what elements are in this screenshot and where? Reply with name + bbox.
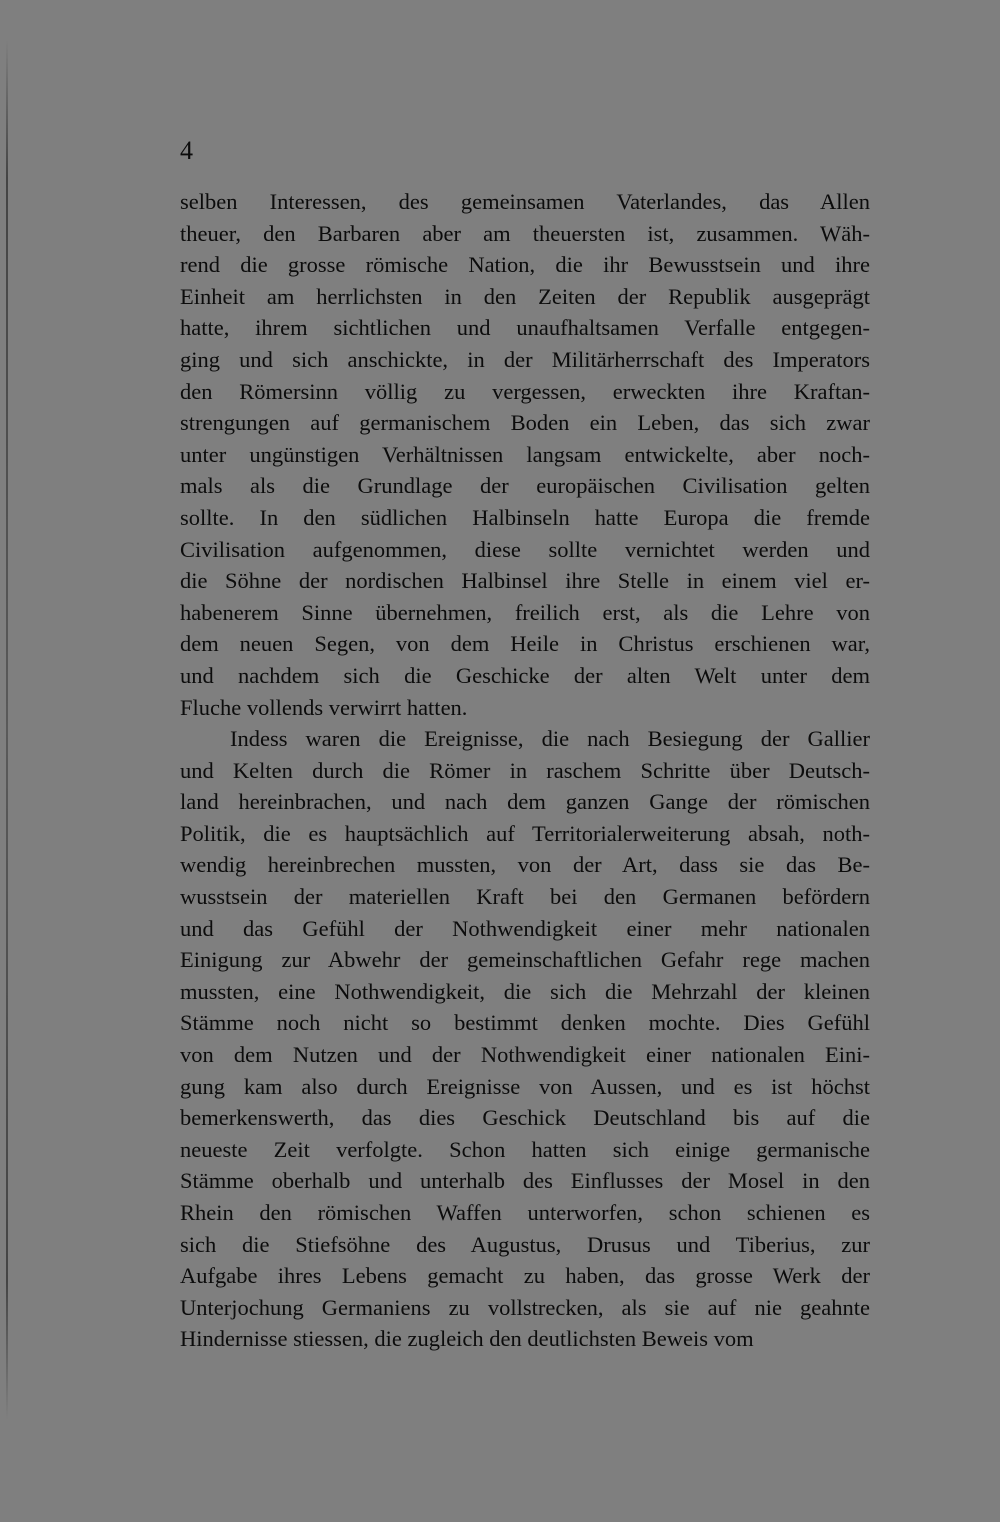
text-line: sollte. In den südlichen Halbinseln hatte Europa die fremde xyxy=(180,504,870,530)
text-line: mussten, eine Nothwendigkeit, die sich die Mehrzahl der kleinen xyxy=(180,978,870,1004)
scan-edge-shadow xyxy=(6,40,8,1420)
text-line: wendig hereinbrechen mussten, von der Art, dass sie das Be- xyxy=(180,852,870,878)
text-line: gung kam also durch Ereignisse von Aussen, und es ist höchst xyxy=(180,1073,870,1099)
text-line: ging und sich anschickte, in der Militärherrschaft des Imperators xyxy=(180,346,870,372)
text-line: dem neuen Segen, von dem Heile in Christus erschienen war, xyxy=(180,631,870,657)
text-line: unter ungünstigen Verhältnissen langsam entwickelte, aber noch- xyxy=(180,441,870,467)
text-line: bemerkenswerth, das dies Geschick Deutschland bis auf die xyxy=(180,1105,870,1131)
text-line: Civilisation aufgenommen, diese sollte vernichtet werden und xyxy=(180,536,870,562)
text-line: Einigung zur Abwehr der gemeinschaftlichen Gefahr rege machen xyxy=(180,947,870,973)
text-line: Stämme noch nicht so bestimmt denken mochte. Dies Gefühl xyxy=(180,1010,870,1036)
text-line: den Römersinn völlig zu vergessen, erweckten ihre Kraftan- xyxy=(180,378,870,404)
text-line: selben Interessen, des gemeinsamen Vaterlandes, das Allen xyxy=(180,189,870,214)
text-line: rend die grosse römische Nation, die ihr Bewusstsein und ihre xyxy=(180,252,870,278)
text-line: Hindernisse stiessen, die zugleich den deutlichsten Beweis vom xyxy=(180,1326,754,1352)
page-number: 4 xyxy=(180,136,193,165)
text-line: Einheit am herrlichsten in den Zeiten der Republik ausgeprägt xyxy=(180,283,870,309)
text-line: Indess waren die Ereignisse, die nach Besiegung der Gallier xyxy=(230,726,870,752)
text-line: theuer, den Barbaren aber am theuersten ist, zusammen. Wäh- xyxy=(180,220,870,246)
text-line: hatte, ihrem sichtlichen und unaufhaltsamen Verfalle entgegen- xyxy=(180,315,870,341)
text-line: mals als die Grundlage der europäischen Civilisation gelten xyxy=(180,473,870,499)
text-line: wusstsein der materiellen Kraft bei den Germanen befördern xyxy=(180,884,870,910)
text-line: Stämme oberhalb und unterhalb des Einflusses der Mosel in den xyxy=(180,1168,870,1194)
body-text xyxy=(180,186,870,1355)
text-line: Fluche vollends verwirrt hatten. xyxy=(180,694,468,720)
text-line: die Söhne der nordischen Halbinsel ihre Stelle in einem viel er- xyxy=(180,568,870,594)
text-line: von dem Nutzen und der Nothwendigkeit einer nationalen Eini- xyxy=(180,1042,870,1068)
text-line: sich die Stiefsöhne des Augustus, Drusus und Tiberius, zur xyxy=(180,1231,870,1257)
text-line: und nachdem sich die Geschicke der alten Welt unter dem xyxy=(180,662,870,688)
text-line: Unterjochung Germaniens zu vollstrecken, als sie auf nie geahnte xyxy=(180,1294,870,1320)
text-line: Aufgabe ihres Lebens gemacht zu haben, das grosse Werk der xyxy=(180,1263,870,1289)
text-line: Politik, die es hauptsächlich auf Territorialerweiterung absah, noth- xyxy=(180,820,870,846)
text-line: und das Gefühl der Nothwendigkeit einer mehr nationalen xyxy=(180,915,870,941)
text-line: land hereinbrachen, und nach dem ganzen Gange der römischen xyxy=(180,789,870,815)
text-line: Rhein den römischen Waffen unterworfen, schon schienen es xyxy=(180,1200,870,1225)
text-line: neueste Zeit verfolgte. Schon hatten sich einige germanische xyxy=(180,1136,870,1162)
text-line: und Kelten durch die Römer in raschem Schritte über Deutsch- xyxy=(180,757,870,783)
text-line: habenerem Sinne übernehmen, freilich erst, als die Lehre von xyxy=(180,599,870,625)
paragraph xyxy=(180,186,870,723)
text-line: strengungen auf germanischem Boden ein Leben, das sich zwar xyxy=(180,410,870,436)
paragraph xyxy=(180,723,870,1355)
